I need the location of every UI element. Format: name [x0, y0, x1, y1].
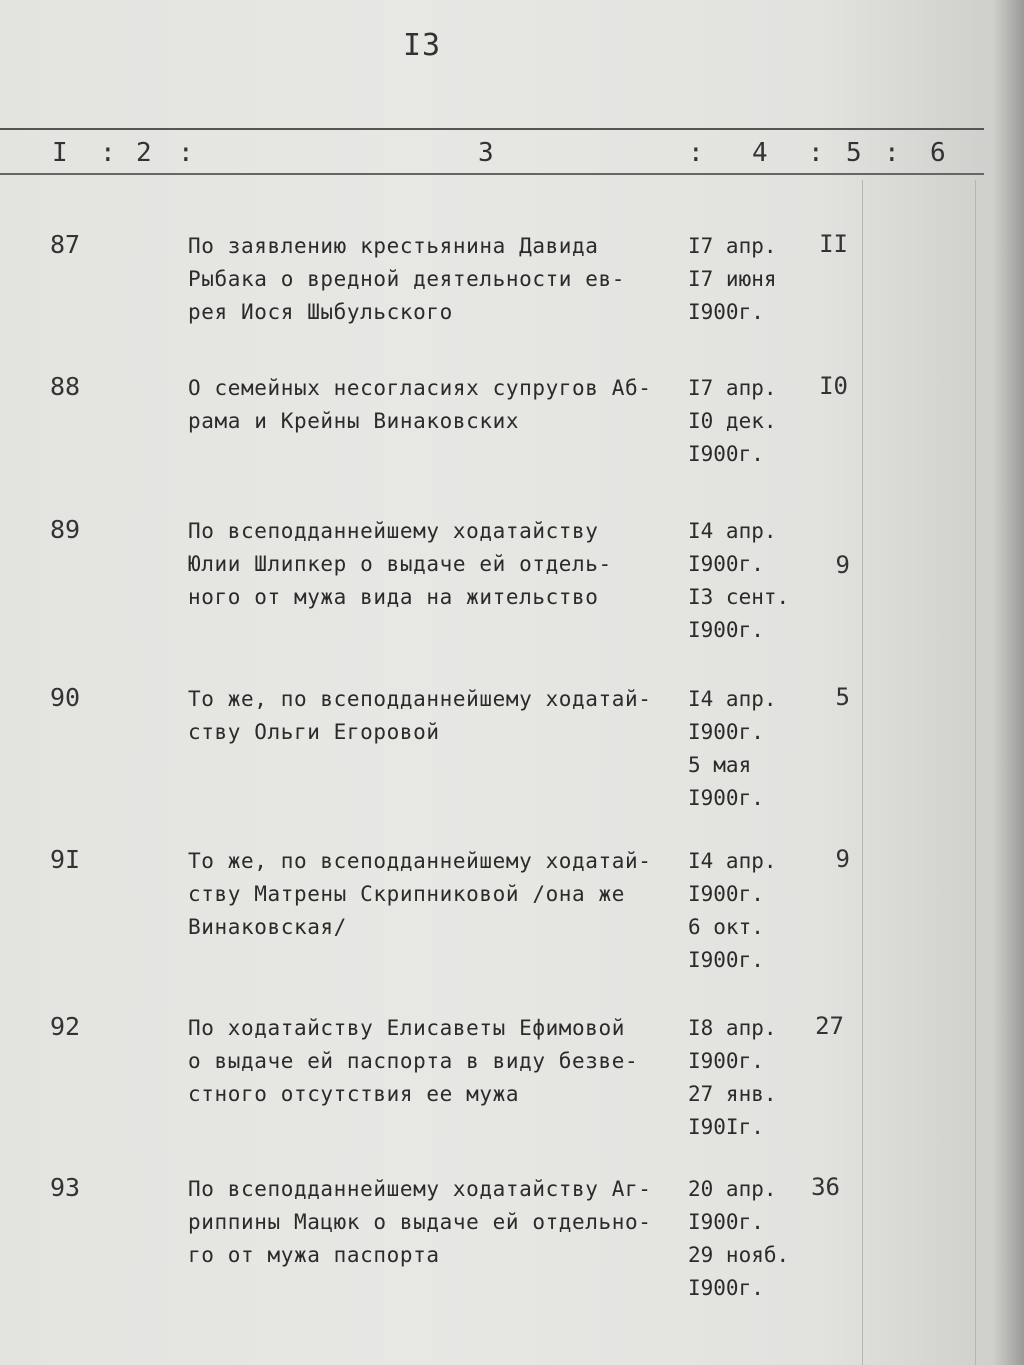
- entry-number: 89: [50, 515, 81, 544]
- entry-sheet-count: 5: [835, 683, 850, 711]
- entry-date-line: I900г.: [688, 882, 764, 906]
- entry-date-line: 5 мая: [688, 753, 752, 777]
- entry-date-line: 20 апр.: [688, 1177, 777, 1201]
- column-divider: [862, 180, 863, 1365]
- column-header-5: 5: [846, 138, 862, 168]
- entry-title: По всеподданнейшему ходатайству Аг- риппины Мацюк о выдаче ей отдельно- го от мужа паспорта: [188, 1177, 652, 1267]
- entry-date-line: I90Iг.: [688, 1115, 764, 1139]
- entry-date-line: 29 нояб.: [688, 1243, 790, 1267]
- entry-number: 87: [50, 230, 81, 259]
- column-header-1: I: [52, 138, 68, 168]
- header-rule-top: [0, 128, 984, 130]
- entry-sheet-count: 36: [811, 1173, 840, 1201]
- entry-date-line: I900г.: [688, 948, 764, 972]
- entry-number: 90: [50, 683, 81, 712]
- entry-number: 88: [50, 372, 81, 401]
- column-separator: :: [100, 138, 116, 168]
- entry-date-line: I4 апр.: [688, 519, 777, 543]
- entry-number: 9I: [50, 845, 81, 874]
- column-header-6: 6: [930, 138, 946, 168]
- column-divider: [975, 180, 976, 1365]
- entry-date-line: I7 июня: [688, 267, 777, 291]
- entry-date-line: I0 дек.: [688, 409, 777, 433]
- entry-date-line: I7 апр.: [688, 376, 777, 400]
- entry-title: По всеподданнейшему ходатайству Юлии Шлипкер о выдаче ей отдель- ного от мужа вида на жительство: [188, 519, 612, 609]
- column-header-4: 4: [752, 138, 768, 168]
- entry-date-line: I4 апр.: [688, 849, 777, 873]
- entry-sheet-count: 9: [835, 845, 850, 873]
- entry-date-line: I900г.: [688, 1049, 764, 1073]
- entry-dates: [688, 515, 808, 647]
- entry-sheet-count: I0: [819, 372, 848, 400]
- entry-date-line: I900г.: [688, 720, 764, 744]
- entry-sheet-count: 27: [815, 1012, 844, 1040]
- entry-date-line: I900г.: [688, 552, 764, 576]
- entry-title: По заявлению крестьянина Давида Рыбака о вредной деятельности ев- рея Иося Шыбульского: [188, 234, 626, 324]
- entry-title: О семейных несогласиях супругов Аб- рама и Крейны Винаковских: [188, 376, 652, 433]
- entry-sheet-count: II: [819, 230, 848, 258]
- column-separator: :: [808, 138, 824, 168]
- entry-date-line: I7 апр.: [688, 234, 777, 258]
- entry-title: По ходатайству Елисаветы Ефимовой о выдаче ей паспорта в виду безве- стного отсутствия ее мужа: [188, 1016, 639, 1106]
- column-header-3: 3: [478, 138, 494, 168]
- entry-number: 93: [50, 1173, 81, 1202]
- column-separator: :: [178, 138, 194, 168]
- page-number: I3: [403, 28, 442, 63]
- entry-title: То же, по всеподданнейшему ходатай- ству Матрены Скрипниковой /она же Винаковская/: [188, 849, 652, 939]
- entry-title: То же, по всеподданнейшему ходатай- ству Ольги Егоровой: [188, 687, 652, 744]
- entry-date-line: I900г.: [688, 1210, 764, 1234]
- entry-date-line: I900г.: [688, 300, 764, 324]
- column-header-2: 2: [136, 138, 152, 168]
- entry-sheet-count: 9: [835, 551, 850, 579]
- entry-date-line: I900г.: [688, 1276, 764, 1300]
- entry-date-line: 6 окт.: [688, 915, 764, 939]
- column-separator: :: [688, 138, 704, 168]
- entry-number: 92: [50, 1012, 81, 1041]
- entry-date-line: I900г.: [688, 786, 764, 810]
- entry-date-line: I900г.: [688, 442, 764, 466]
- entry-date-line: I8 апр.: [688, 1016, 777, 1040]
- entry-date-line: I900г.: [688, 618, 764, 642]
- entry-date-line: I3 сент.: [688, 585, 790, 609]
- column-separator: :: [884, 138, 900, 168]
- entry-date-line: I4 апр.: [688, 687, 777, 711]
- header-rule-bottom: [0, 173, 984, 175]
- entry-date-line: 27 янв.: [688, 1082, 777, 1106]
